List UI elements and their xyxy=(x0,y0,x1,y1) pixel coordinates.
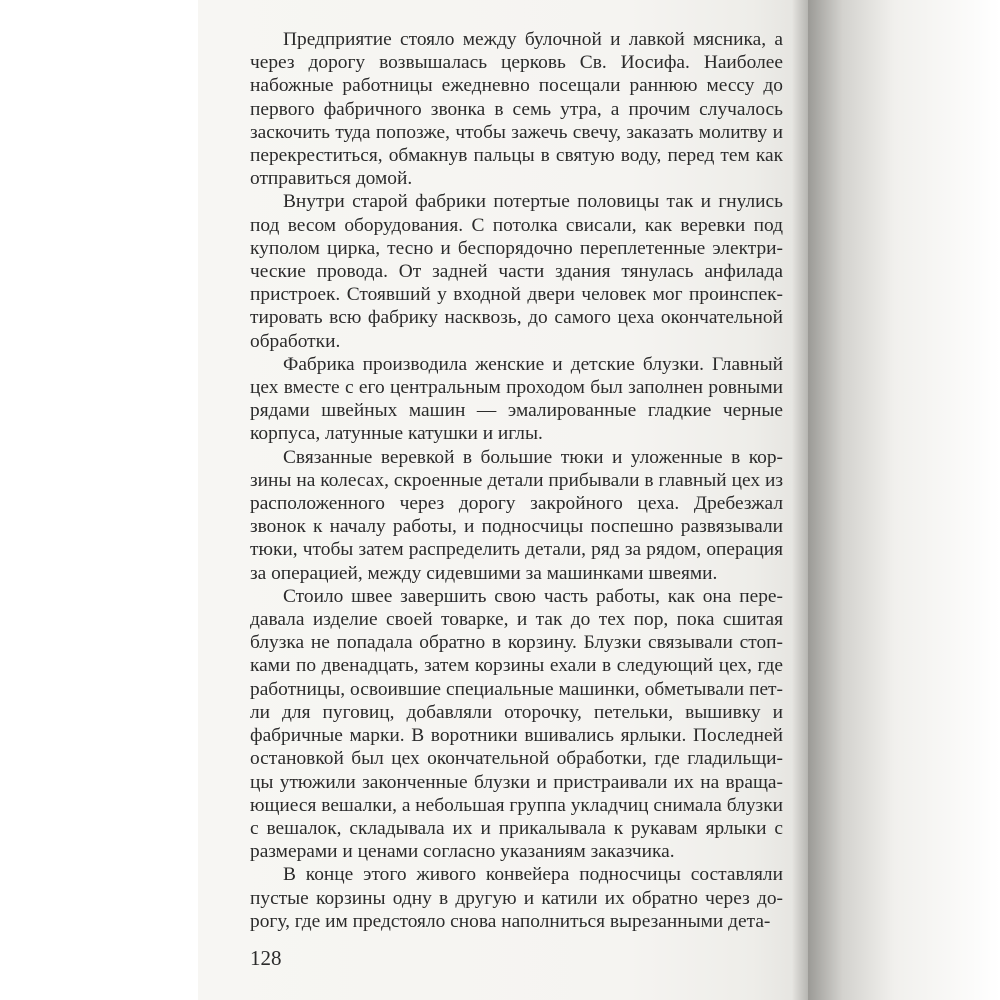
paragraph: Стоило швее завершить свою часть работы, как она передавала изделие своей товарке, и так до тех пор, пока сшитая блузка не попадала обратно в корзину. Блузки связывали стопками по двенадцать, затем корзины ехали в следующий цех, где работницы, освоившие специальные машинки, обметывали петли для пуговиц, добавляли оторочку, петельки, вышивку и фабричные марки. В воротники вшивались ярлыки. Последней остановкой был цех окончательной обработки, где гладильщицы утюжили законченные блузки и пристраивали их на вращающиеся вешалки, а небольшая группа укладчиц снимала блузки с вешалок, складывала их и прикалывала к рукавам ярлыки с размерами и ценами согласно указаниям заказчика. xyxy=(250,585,783,863)
paragraph: Фабрика производила женские и детские блузки. Главный цех вместе с его центральным проходом был заполнен ровными рядами швейных машин — эмалированные гладкие черные корпуса, латунные катушки и иглы. xyxy=(250,353,783,445)
paragraph: Внутри старой фабрики потертые половицы так и гнулись под весом оборудования. С потолка свисали, как веревки под куполом цирка, тесно и беспорядочно переплетенные электрические провода. От задней части здания тянулась анфилада пристроек. Стоявший у входной двери человек мог проинспектировать всю фабрику насквозь, до самого цеха окончательной обработки. xyxy=(250,191,783,352)
page-body-text xyxy=(250,28,783,933)
paragraph: Связанные веревкой в большие тюки и уложенные в корзины на колесах, скроенные детали прибывали в главный цех из расположенного через дорогу закройного цеха. Дребезжал звонок к началу работы, и подносчицы поспешно развязывали тюки, чтобы затем распределить детали, ряд за рядом, операция за операцией, между сидевшими за машинками швеями. xyxy=(250,446,783,584)
right-page-edge xyxy=(808,0,1000,1000)
paragraph: Предприятие стояло между булочной и лавкой мясника, а через дорогу возвышалась церковь Св. Иосифа. Наиболее набожные работницы ежедневно посещали раннюю мессу до первого фабричного звонка в семь утра, а прочим случалось заскочить туда попозже, чтобы зажечь свечу, заказать молитву и перекреститься, обмакнув пальцы в святую воду, перед тем как отправиться домой. xyxy=(250,29,783,190)
page-number: 128 xyxy=(250,946,282,970)
paragraph: В конце этого живого конвейера подносчицы составляли пустые корзины одну в другую и катили их обратно через дорогу, где им предстояло снова наполниться вырезанными дета- xyxy=(250,864,783,932)
